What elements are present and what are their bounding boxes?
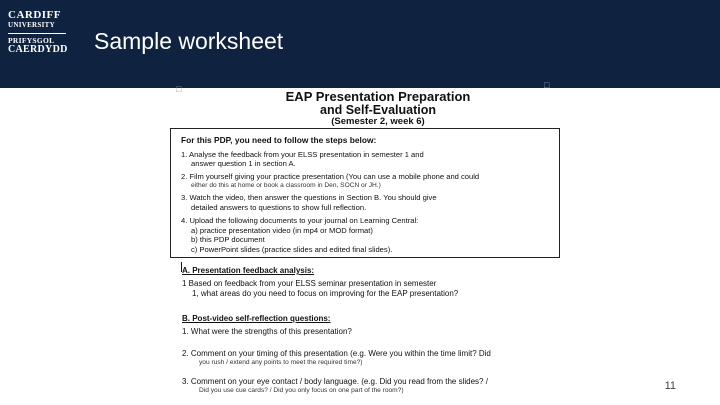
section-a (182, 266, 458, 303)
instruction-item: 3. Watch the video, then answer the questions in Section B. You should give detailed answers to questions to show full reflection. (181, 193, 437, 213)
header-bar (0, 0, 720, 88)
instruction-item: 4. Upload the following documents to your journal on Learning Central: a) practice presentation video (in mp4 or MOD format) b) this PDP document c) PowerPoint slides (practice slides and edited final slides). (181, 215, 419, 254)
instruction-item: 1. Analyse the feedback from your ELSS presentation in semester 1 and answer question 1 in section A. (181, 149, 424, 169)
logo-line3: PRIFYSGOL (8, 35, 55, 45)
section-b-heading: B. Post-video self-reflection questions: (182, 314, 331, 323)
instructions-heading: For this PDP, you need to follow the steps below: (181, 135, 377, 145)
page-number: 11 (664, 380, 676, 392)
question: 2. Comment on your timing of this presentation (e.g. Were you within the time limit? Did you rush / extend any points to meet the required time?) (182, 349, 491, 366)
instruction-item: 2. Film yourself giving your practice presentation (You can use a mobile phone and could either do this at home or book a classroom in Den, SOCN or JH.) (181, 172, 480, 189)
crop-mark-right: □ (544, 80, 550, 90)
worksheet-title (258, 90, 498, 127)
logo-rule (8, 33, 66, 34)
worksheet-title-line2: and Self-Evaluation (320, 102, 436, 117)
instructions-box (170, 128, 560, 258)
university-logo (8, 10, 70, 74)
logo-line1: CARDIFF (8, 9, 61, 21)
question: 1 Based on feedback from your ELSS seminar presentation in semester 1, what areas do you need to focus on improving for the EAP presentation? (182, 279, 459, 298)
question: 3. Comment on your eye contact / body language. (e.g. Did you read from the slides? / Did you use cue cards? / Did you only focus on one part of the room?) (182, 377, 488, 395)
logo-line4: CAERDYDD (8, 43, 68, 55)
worksheet-title-line1: EAP Presentation Preparation (285, 89, 471, 104)
question: 1. What were the strengths of this presentation? (182, 327, 352, 336)
crop-mark-left: □ (176, 84, 182, 94)
worksheet-title-line3: (Semester 2, week 6) (331, 115, 425, 127)
section-b (182, 314, 491, 399)
section-a-heading: A. Presentation feedback analysis: (182, 266, 315, 275)
slide-title: Sample worksheet (94, 28, 284, 54)
logo-line2: UNIVERSITY (8, 20, 55, 29)
